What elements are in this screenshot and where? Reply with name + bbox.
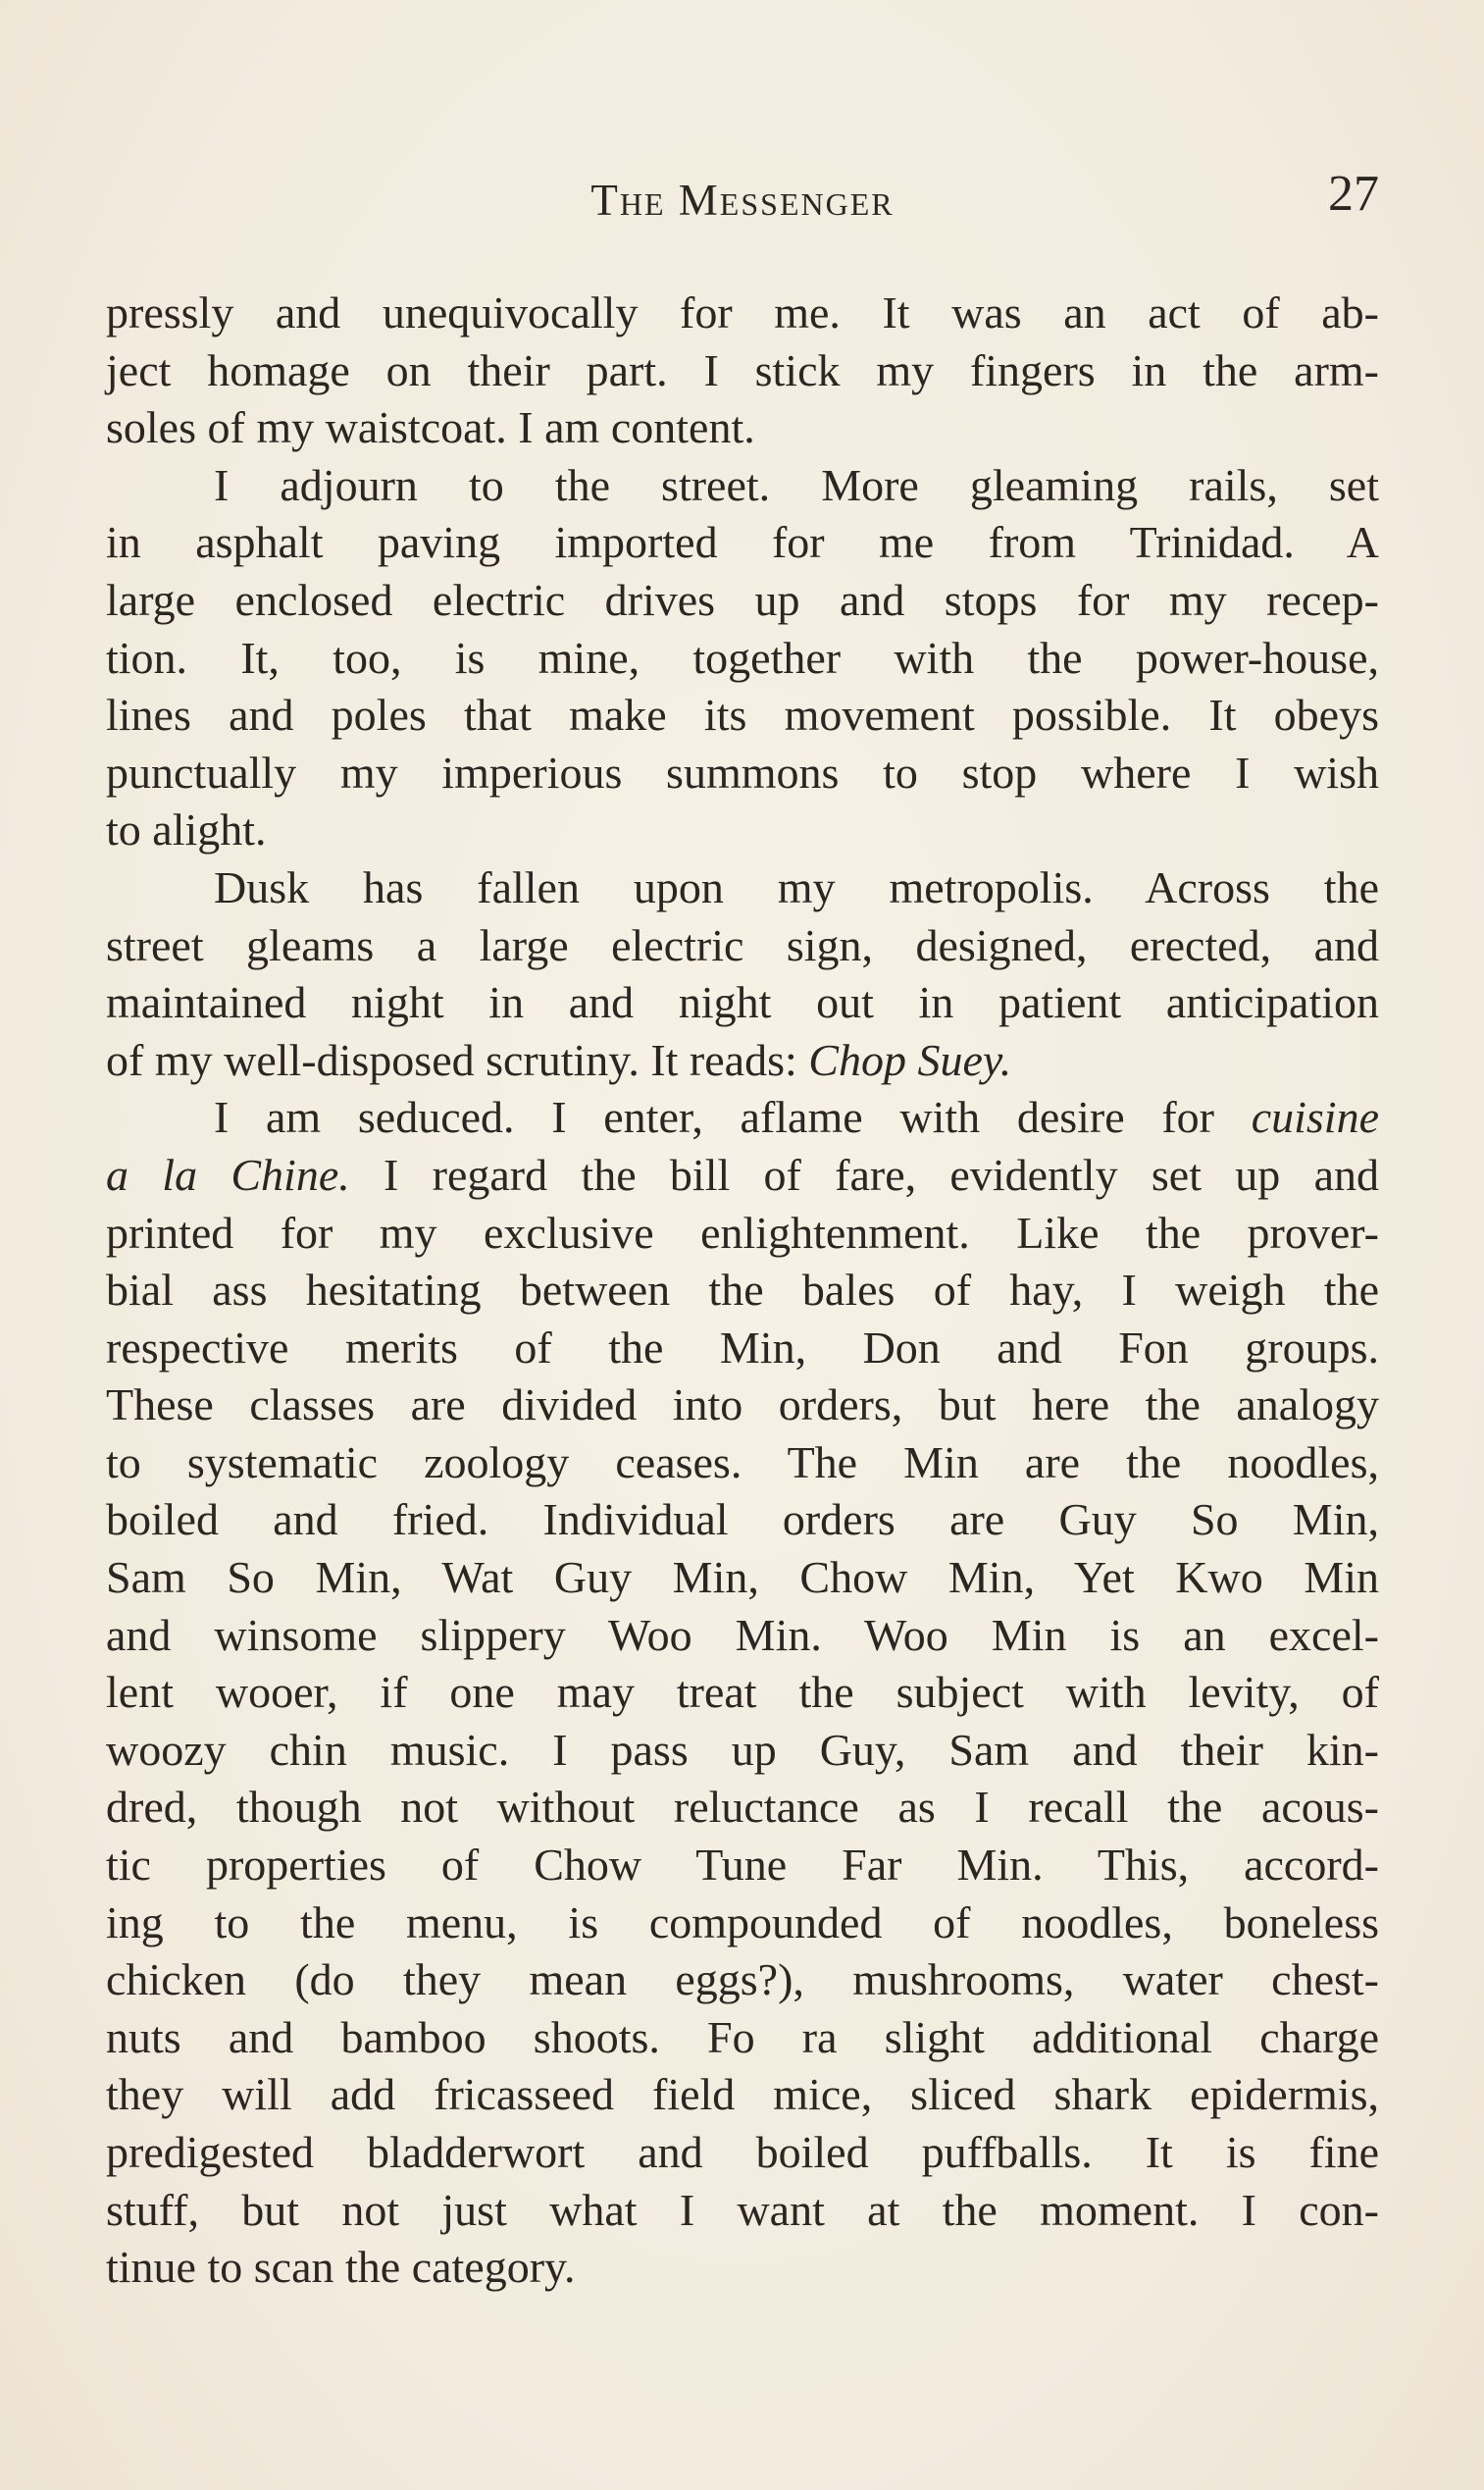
text-line: ing to the menu, is compounded of noodles, boneless (106, 1896, 1379, 1947)
text-line: printed for my exclusive enlightenment. Like the prover- (106, 1207, 1379, 1258)
text-line: they will add fricasseed field mice, sliced shark epidermis, (106, 2069, 1379, 2120)
italic-sign-text: Chop Suey. (808, 1034, 1012, 1085)
running-title: The Messenger (590, 176, 895, 225)
text-line: nuts and bamboo shoots. Fo ra slight additional charge (106, 2011, 1379, 2062)
text-line: to alight. (106, 804, 267, 856)
italic-cuisine-text: cuisine (1251, 1092, 1379, 1143)
text-line: chicken (do they mean eggs?), mushrooms, water chest- (106, 1954, 1379, 2005)
text-line: stuff, but not just what I want at the moment. I con- (106, 2184, 1379, 2235)
text-line: boiled and fried. Individual orders are Guy So Min, (106, 1494, 1379, 1545)
text-line: in asphalt paving imported for me from Trinidad. A (106, 517, 1379, 568)
text-line: predigested bladderwort and boiled puffballs. It is fine (106, 2127, 1379, 2177)
text-line: Sam So Min, Wat Guy Min, Chow Min, Yet Kwo Min (106, 1552, 1379, 1603)
text-line: lent wooer, if one may treat the subject with levity, of (106, 1667, 1379, 1718)
text-line: tic properties of Chow Tune Far Min. This, accord- (106, 1840, 1379, 1891)
text-line: ject homage on their part. I stick my fingers in the arm- (106, 344, 1379, 395)
text-segment: I regard the bill of fare, evidently set up and (349, 1149, 1379, 1200)
text-segment: I am seduced. I enter, aflame with desire for (214, 1092, 1252, 1143)
text-line: pressly and unequivocally for me. It was an act of ab- (106, 287, 1379, 337)
text-line: tion. It, too, is mine, together with the power-house, (106, 632, 1379, 683)
text-line: woozy chin music. I pass up Guy, Sam and their kin- (106, 1724, 1379, 1775)
text-line: to systematic zoology ceases. The Min are the noodles, (106, 1436, 1379, 1487)
text-line: These classes are divided into orders, but here the analogy (106, 1379, 1379, 1430)
text-line: maintained night in and night out in patient anticipation (106, 977, 1379, 1028)
italic-chine-text: a la Chine. (106, 1149, 350, 1200)
running-head (106, 165, 1379, 233)
text-line: street gleams a large electric sign, designed, erected, and (106, 919, 1379, 970)
text-line: lines and poles that make its movement possible. It obeys (106, 690, 1379, 741)
text-segment: of my well-disposed scrutiny. It reads: (106, 1034, 809, 1085)
text-line: I adjourn to the street. More gleaming rails, set (214, 459, 1379, 510)
text-line: soles of my waistcoat. I am content. (106, 402, 755, 453)
text-line: large enclosed electric drives up and stops for my recep- (106, 574, 1379, 625)
text-line: punctually my imperious summons to stop where I wish (106, 747, 1379, 798)
text-line: and winsome slippery Woo Min. Woo Min is an excel- (106, 1609, 1379, 1660)
page-number: 27 (1328, 166, 1379, 222)
text-line: respective merits of the Min, Don and Fon groups. (106, 1322, 1379, 1373)
text-line: dred, though not without reluctance as I recall the acous- (106, 1782, 1379, 1833)
text-line (106, 1089, 1379, 1147)
text-line: bial ass hesitating between the bales of hay, I weigh the (106, 1265, 1379, 1316)
text-line (106, 1032, 1379, 1090)
text-line: tinue to scan the category. (106, 2242, 576, 2293)
text-line (106, 1147, 1379, 1205)
text-line: Dusk has fallen upon my metropolis. Across the (214, 861, 1379, 912)
body-text (106, 285, 1379, 2297)
